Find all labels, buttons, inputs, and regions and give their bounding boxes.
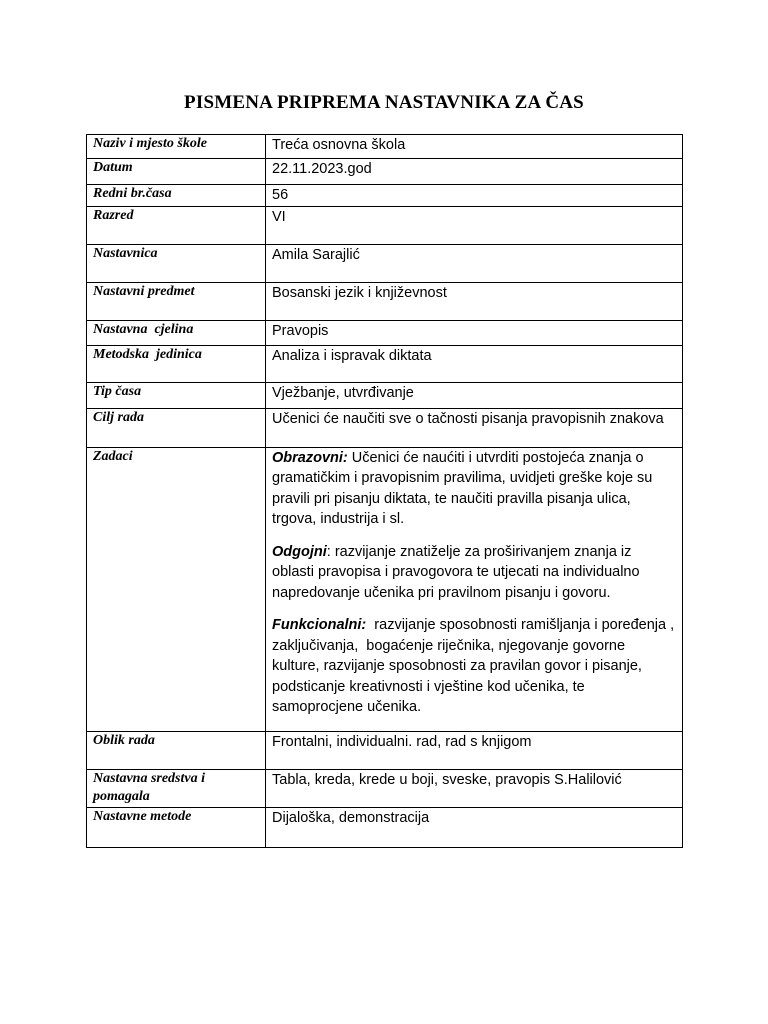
task-lead: Funkcionalni: [272, 617, 367, 633]
table-row [87, 731, 683, 769]
task-text: : razvijanje znatiželje za proširivanjem znanja iz oblasti pravopisa i pravogovora te utjecati na individualno napredovanje učenika pri pravilnom pisanju i govoru. [272, 543, 640, 601]
row-label: Naziv i mjesto škole [87, 135, 266, 159]
row-value: Frontalni, individualni. rad, rad s knjigom [266, 731, 683, 769]
row-value: Vježbanje, utvrđivanje [266, 382, 683, 408]
row-value: Učenici će naučiti sve o tačnosti pisanja pravopisnih znakova [266, 408, 683, 447]
task-lead: Obrazovni: [272, 449, 348, 466]
task-paragraph-obrazovni [272, 448, 676, 530]
table-row [87, 135, 683, 159]
lesson-plan-table [86, 134, 683, 848]
row-label: Cilj rada [87, 408, 266, 447]
row-value: Bosanski jezik i književnost [266, 282, 683, 320]
row-label: Nastavni predmet [87, 282, 266, 320]
table-row [87, 769, 683, 807]
row-label: Tip časa [87, 382, 266, 408]
task-paragraph-odgojni [272, 542, 676, 604]
row-value: Treća osnovna škola [266, 135, 683, 159]
row-value: Pravopis [266, 320, 683, 345]
row-value: Dijaloška, demonstracija [266, 807, 683, 847]
row-label: Oblik rada [87, 731, 266, 769]
table-row [87, 345, 683, 382]
row-label: Nastavne metode [87, 807, 266, 847]
task-lead: Odgojni [272, 543, 327, 560]
table-row [87, 185, 683, 207]
task-text: razvijanje sposobnosti ramišljanja i poređenja , zaključivanja, bogaćenje riječnika, njegovanje govorne kulture, razvijanje sposobnosti za pravilan govor i pisanje, podsticanje kreativnosti i vještine kod učenika, te samoprocjene učenika. [272, 617, 679, 715]
row-value: Tabla, kreda, krede u boji, sveske, pravopis S.Halilović [266, 769, 683, 807]
row-label: Nastavna cjelina [87, 320, 266, 345]
row-label: Razred [87, 206, 266, 244]
table-row [87, 282, 683, 320]
row-label: Redni br.časa [87, 185, 266, 207]
row-label: Nastavna sredstva i pomagala [87, 769, 266, 807]
tasks-cell [266, 447, 683, 731]
row-value: Amila Sarajlić [266, 244, 683, 282]
row-value: VI [266, 206, 683, 244]
table-row [87, 382, 683, 408]
table-row [87, 159, 683, 185]
row-label: Metodska jedinica [87, 345, 266, 382]
table-row [87, 447, 683, 731]
task-paragraph-funkcionalni [272, 615, 679, 718]
row-label: Nastavnica [87, 244, 266, 282]
row-value: 56 [266, 185, 683, 207]
table-row [87, 408, 683, 447]
page-title: PISMENA PRIPREMA NASTAVNIKA ZA ČAS [184, 92, 584, 113]
row-value: Analiza i ispravak diktata [266, 345, 683, 382]
table-row [87, 807, 683, 847]
table-row [87, 244, 683, 282]
row-label: Zadaci [87, 447, 266, 731]
table-row [87, 320, 683, 345]
row-value: 22.11.2023.god [266, 159, 683, 185]
row-label: Datum [87, 159, 266, 185]
table-row [87, 206, 683, 244]
task-text: Učenici će naućiti i utvrditi postojeća znanja o gramatičkim i pravopisnim pravilima, uvidjeti greške koje su pravili pri pisanju diktata, te naučiti pravilla pisanja ulica, trgova, industrija i sl. [272, 449, 653, 527]
